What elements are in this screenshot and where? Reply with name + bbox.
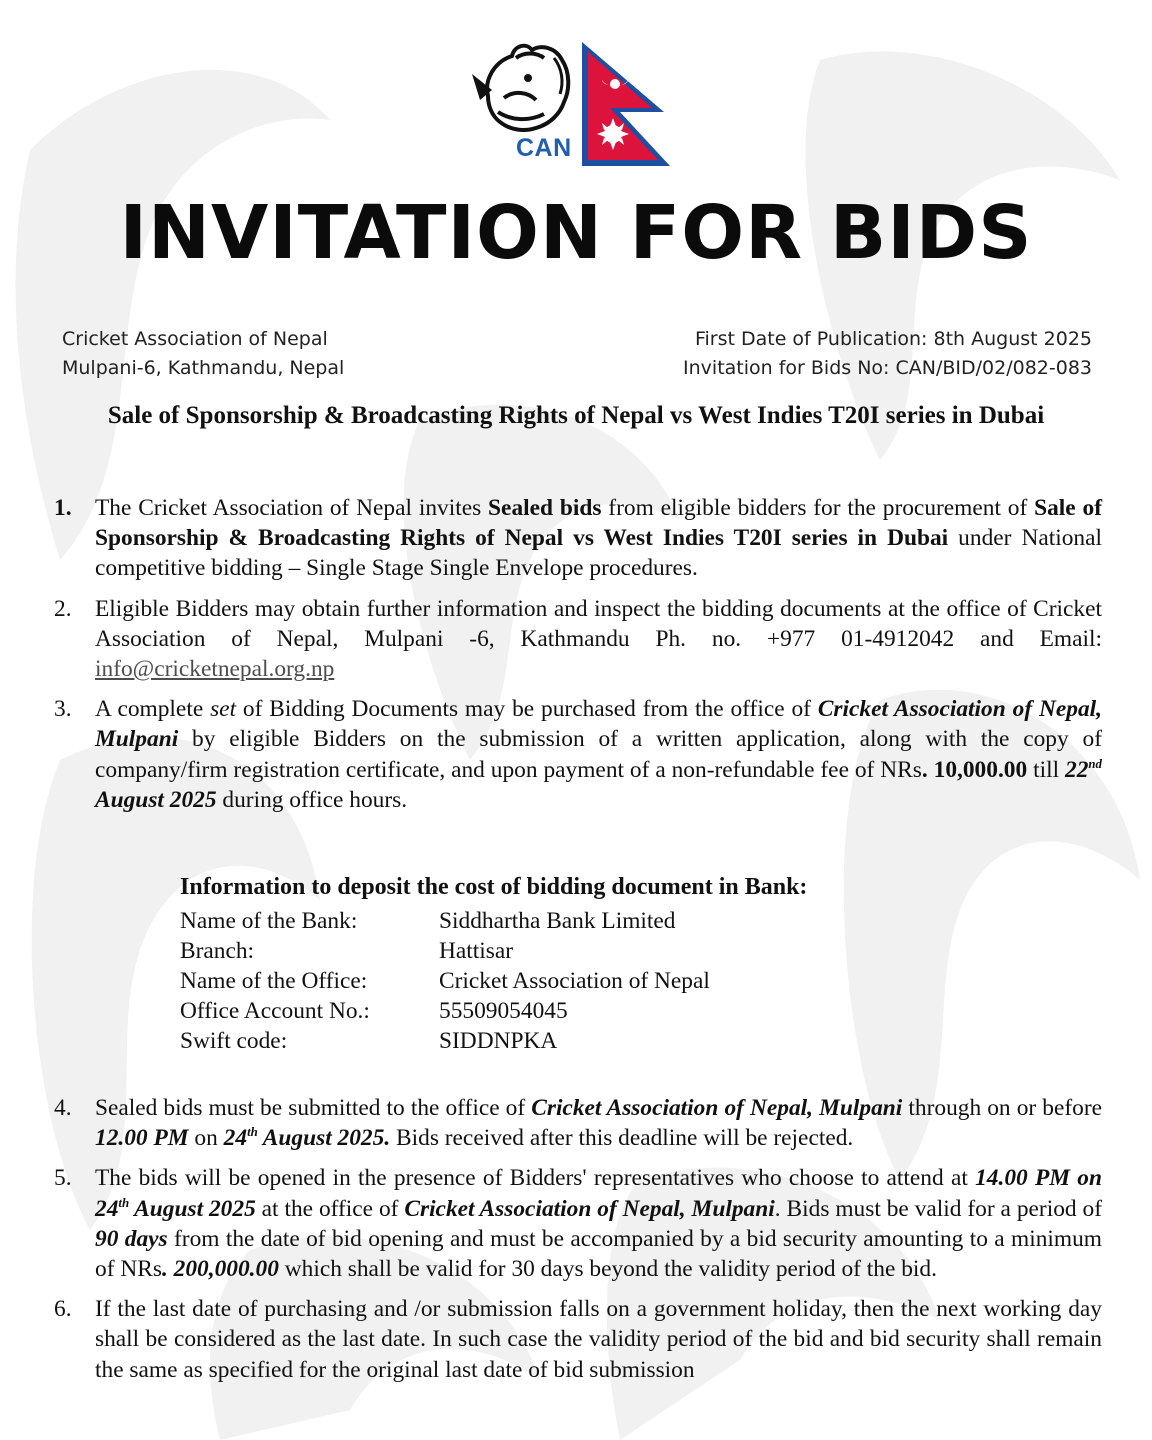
ordinal-suffix: th bbox=[118, 1195, 130, 1210]
bank-row-value: Siddhartha Bank Limited bbox=[439, 908, 676, 934]
clause-number: 6. bbox=[54, 1296, 72, 1323]
notice-subject: Sale of Sponsorship & Broadcasting Rights of Nepal vs West Indies T20I series in Dubai bbox=[107, 402, 1045, 429]
can-logo bbox=[470, 38, 680, 166]
clause-text: which shall be valid for 30 days beyond the validity period of the bid. bbox=[278, 1256, 937, 1283]
email-link[interactable]: info@cricketnepal.org.np bbox=[95, 656, 335, 683]
clause-text: Bids received after this deadline will be rejected. bbox=[390, 1125, 854, 1152]
clause-number: 2. bbox=[54, 595, 72, 622]
clause-number: 5. bbox=[54, 1165, 72, 1192]
validity-period: 90 days bbox=[95, 1225, 168, 1252]
clause-3 bbox=[50, 694, 1102, 815]
clause-text: The Cricket Association of Nepal invites bbox=[95, 495, 489, 521]
clause-text: through on or before bbox=[902, 1095, 1102, 1121]
clauses-list-top bbox=[50, 493, 1102, 825]
submission-time: 12.00 PM bbox=[95, 1125, 189, 1152]
clause-text: If the last date of purchasing and /or submission falls on a government holiday, then the next working day shall be considered as the last date. In such case the validity period of the bid and bid security shall remain the same as specified for the original last date of bid submission bbox=[95, 1296, 1102, 1383]
ordinal-suffix: nd bbox=[1088, 756, 1102, 771]
org-location: Mulpani-6, Kathmandu, Nepal bbox=[62, 357, 345, 379]
opening-month: August 2025 bbox=[129, 1195, 256, 1222]
clause-bold: Sealed bids bbox=[488, 495, 602, 521]
bank-row-value: 55509054045 bbox=[439, 998, 568, 1024]
clause-text: till bbox=[1027, 756, 1066, 783]
clause-text: of Bidding Documents may be purchased from the office of bbox=[236, 696, 818, 723]
clauses-list-bottom bbox=[50, 1093, 1102, 1395]
logo-text: CAN bbox=[516, 134, 572, 162]
clause-bold: Sale of Sponsorship & Broadcasting Rights of Nepal vs West Indies T20I series in Dubai bbox=[95, 495, 1102, 552]
clause-text: A complete bbox=[95, 696, 211, 723]
clause-text: Sealed bids must be submitted to the office of bbox=[95, 1095, 532, 1121]
org-name: Cricket Association of Nepal bbox=[62, 328, 328, 350]
submission-month: August 2025. bbox=[257, 1125, 391, 1152]
bank-row-label: Swift code: bbox=[180, 1028, 288, 1054]
submission-day: 24 bbox=[223, 1125, 248, 1152]
bank-row-label: Name of the Bank: bbox=[180, 908, 358, 934]
clause-number: 3. bbox=[54, 696, 72, 723]
clause-text: from eligible bidders for the procurement of bbox=[601, 495, 1035, 521]
purchase-deadline-day: 22 bbox=[1065, 756, 1089, 783]
bank-row bbox=[180, 936, 807, 966]
clause-text: at the office of bbox=[255, 1195, 405, 1222]
clause-4 bbox=[50, 1093, 1102, 1153]
bank-row bbox=[180, 966, 807, 996]
clause-5 bbox=[50, 1163, 1102, 1284]
bank-row bbox=[180, 906, 807, 936]
clause-text: The bids will be opened in the presence of Bidders' representatives who choose to attend at bbox=[95, 1165, 976, 1192]
nepal-flag-icon bbox=[582, 42, 670, 166]
publication-date: First Date of Publication: 8th August 2025 bbox=[694, 328, 1092, 350]
clause-1 bbox=[50, 493, 1102, 584]
clause-bold-italic: Cricket Association of Nepal, Mulpani bbox=[95, 696, 1102, 753]
bank-row-label: Branch: bbox=[180, 938, 255, 964]
clause-bold-italic: Cricket Association of Nepal, Mulpani bbox=[404, 1195, 775, 1222]
bank-info bbox=[180, 872, 807, 1056]
clause-italic: set bbox=[210, 696, 237, 723]
clause-text: on bbox=[188, 1125, 224, 1152]
organization-address bbox=[62, 325, 344, 383]
purchase-deadline-month: August 2025 bbox=[95, 786, 217, 813]
bank-row-label: Name of the Office: bbox=[180, 968, 368, 994]
clause-text: Eligible Bidders may obtain further information and inspect the bidding documents at the office of Cricket Association of Nepal, Mulpani -6, Kathmandu Ph. no. +977 01-4912042 and Email: bbox=[95, 595, 1102, 652]
bank-info-title: Information to deposit the cost of bidding document in Bank: bbox=[180, 874, 808, 900]
bank-row-label: Office Account No.: bbox=[180, 998, 370, 1024]
ordinal-suffix: th bbox=[247, 1125, 258, 1140]
clause-text: during office hours. bbox=[216, 786, 408, 813]
clause-number: 4. bbox=[54, 1095, 72, 1121]
bank-row bbox=[180, 1026, 807, 1056]
clause-text: under National competitive bidding – Single Stage Single Envelope procedures. bbox=[95, 525, 1102, 582]
publication-info bbox=[683, 325, 1092, 383]
clause-number: 1. bbox=[54, 495, 72, 521]
clause-text: by eligible Bidders on the submission of a written application, along with the copy of company/firm registration certificate, and upon payment of a non-refundable fee of NRs bbox=[95, 726, 1102, 783]
clause-6 bbox=[50, 1294, 1102, 1385]
bid-security-amount: . 200,000.00 bbox=[161, 1256, 279, 1283]
bank-row-value: Cricket Association of Nepal bbox=[439, 968, 710, 994]
clause-bold-italic: Cricket Association of Nepal, Mulpani bbox=[531, 1095, 903, 1121]
bid-number: Invitation for Bids No: CAN/BID/02/082-083 bbox=[683, 357, 1092, 379]
page-title: INVITATION FOR BIDS bbox=[119, 190, 1033, 276]
clause-2 bbox=[50, 594, 1102, 685]
bank-row bbox=[180, 996, 807, 1026]
rhino-icon bbox=[472, 46, 568, 130]
clause-text: . Bids must be valid for a period of bbox=[774, 1195, 1102, 1222]
bank-row-value: Hattisar bbox=[439, 938, 514, 964]
bank-row-value: SIDDNPKA bbox=[439, 1028, 558, 1054]
clause-text: from the date of bid opening and must be accompanied by a bid security amounting to a minimum of NRs bbox=[95, 1225, 1102, 1283]
fee-amount: . 10,000.00 bbox=[921, 756, 1028, 783]
opening-time: 14.00 PM on 24 bbox=[95, 1165, 1102, 1222]
